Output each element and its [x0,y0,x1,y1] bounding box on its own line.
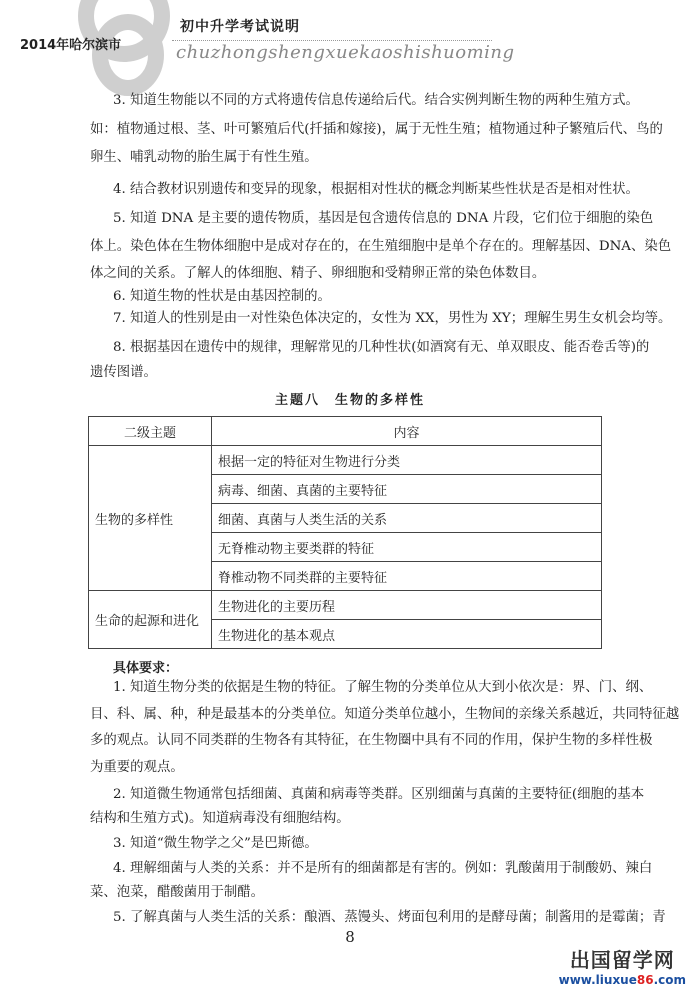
content-cell: 生物进化的主要历程 [212,591,602,620]
text-line: 4. 结合教材识别遗传和变异的现象，根据相对性状的概念判断某些性状是否是相对性状。 [113,182,639,197]
page-number: 8 [345,928,355,946]
text-line: 卵生、哺乳动物的胎生属于有性生殖。 [90,150,318,165]
content-cell: 脊椎动物不同类群的主要特征 [212,562,602,591]
text-line: 5. 知道 DNA 是主要的遗传物质，基因是包含遗传信息的 DNA 片段，它们位于细胞的染色 [113,211,654,226]
text-line: 目、科、属、种，种是最基本的分类单位。知道分类单位越小，生物间的亲缘关系越近，共同特征越 [90,707,680,722]
content-cell: 生物进化的基本观点 [212,620,602,649]
header-pinyin: chuzhongshengxuekaoshishuoming [176,42,515,63]
topic-table [88,416,602,649]
content-cell: 病毒、细菌、真菌的主要特征 [212,475,602,504]
text-line: 多的观点。认同不同类群的生物各有其特征，在生物圈中具有不同的作用，保护生物的多样性极 [90,733,653,748]
header-city: 2014年哈尔滨市 [20,38,122,53]
text-line: 为重要的观点。 [90,760,184,775]
watermark-name: 出国留学网 [569,948,675,972]
header-title: 初中升学考试说明 [180,19,300,35]
section-title: 主题八 生物的多样性 [274,393,425,408]
text-line: 8. 根据基因在遗传中的规律，理解常见的几种性状(如酒窝有无、单双眼皮、能否卷舌等)的 [113,340,650,355]
table-row [89,591,602,620]
watermark-logo [559,944,686,986]
table-row [89,446,602,475]
text-line: 体上。染色体在生物体细胞中是成对存在的，在生殖细胞中是单个存在的。理解基因、DNA、染色 [90,239,672,254]
table-header-row [89,417,602,446]
topic-cell: 生命的起源和进化 [89,591,212,649]
text-line: 菜、泡菜，醋酸菌用于制醋。 [90,885,265,900]
table-header: 二级主题 [89,417,212,446]
text-line: 如：植物通过根、茎、叶可繁殖后代(扦插和嫁接)，属于无性生殖；植物通过种子繁殖后代、鸟的 [90,122,663,137]
text-line: 遗传图谱。 [90,365,157,380]
text-line: 结构和生殖方式)。知道病毒没有细胞结构。 [90,811,350,826]
topic-cell: 生物的多样性 [89,446,212,591]
logo-ring-decoration [92,14,164,96]
text-line: 1. 知道生物分类的依据是生物的特征。了解生物的分类单位从大到小依次是：界、门、纲、 [113,680,653,695]
header-divider [172,40,492,41]
text-line: 体之间的关系。了解人的体细胞、精子、卵细胞和受精卵正常的染色体数目。 [90,266,546,281]
text-line: 2. 知道微生物通常包括细菌、真菌和病毒等类群。区别细菌与真菌的主要特征(细胞的基本 [113,787,645,802]
text-line: 6. 知道生物的性状是由基因控制的。 [113,289,331,304]
text-line: 5. 了解真菌与人类生活的关系：酿酒、蒸馒头、烤面包利用的是酵母菌；制酱用的是霉菌；青 [113,910,666,925]
text-line: 3. 知道“微生物学之父”是巴斯德。 [113,836,318,851]
table-header: 内容 [212,417,602,446]
watermark-url: www.liuxue86.com [558,973,686,986]
text-line: 4. 理解细菌与人类的关系：并不是所有的细菌都是有害的。例如：乳酸菌用于制酸奶、辣白 [113,861,653,876]
content-cell: 根据一定的特征对生物进行分类 [212,446,602,475]
content-cell: 细菌、真菌与人类生活的关系 [212,504,602,533]
content-cell: 无脊椎动物主要类群的特征 [212,533,602,562]
text-line: 3. 知道生物能以不同的方式将遗传信息传递给后代。结合实例判断生物的两种生殖方式。 [113,93,639,108]
requirements-label: 具体要求： [113,661,179,676]
text-line: 7. 知道人的性别是由一对性染色体决定的，女性为 XX，男性为 XY；理解生男生女机会均等。 [113,311,672,326]
